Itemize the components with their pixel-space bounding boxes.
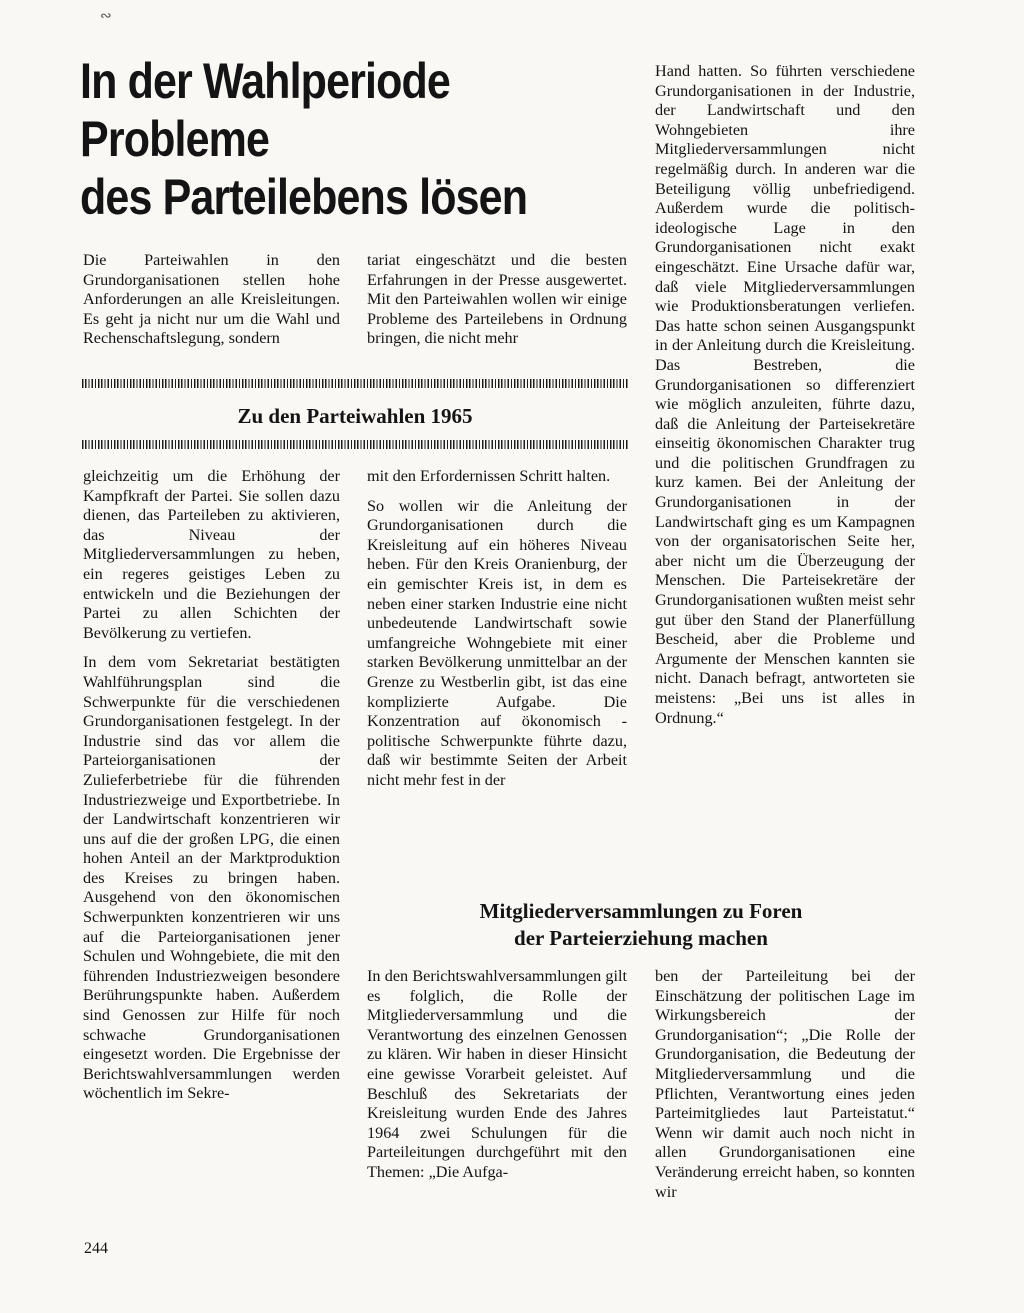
intro-column-2 — [367, 251, 627, 349]
section-heading-mitgliederversammlungen — [367, 898, 915, 952]
intro-column-1 — [83, 251, 340, 349]
headline-line-3: des Parteilebens lösen — [80, 169, 528, 225]
body-column-1 — [83, 467, 340, 1104]
col3-paragraph-1: Hand hatten. So führten verschiedene Grundorganisationen in der Industrie, der Landwirtschaft und den Wohngebieten ihre Mitgliederversammlungen nicht regelmäßig durch. In anderen war die Beteiligung völlig unbefriedigend. Außerdem wurde die politisch-ideologische Lage in den Grundorganisationen nicht exakt eingeschätzt. Eine Ursache dafür war, daß viele Mitgliederversammlungen wie Produktionsberatungen verliefen. Das hatte schon seinen Ausgangspunkt in der Anleitung durch die Kreisleitung. Das Bestreben, die Grundorganisationen so differenziert wie möglich anzuleiten, führte dazu, daß die Anleitung der Parteisekretäre einseitig ökonomischen Charakter trug und die politischen Grundfragen zu kurz kamen. Bei der Anleitung der Grundorganisationen in der Landwirtschaft ging es um Kampagnen von der organisatorischen Seite her, aber nicht um die Überzeugung der Menschen. Die Parteisekretäre der Grundorganisationen wußten meist sehr gut über den Stand der Planerfüllung Bescheid, aber die Probleme und Argumente der Menschen kannten sie nicht. Danach befragt, antworteten sie meistens: „Bei uns ist alles in Ordnung.“ — [655, 62, 915, 727]
margin-mark: ∾ — [100, 9, 112, 24]
bottom-paragraph-col2: In den Berichtswahlversammlungen gilt es folglich, die Rolle der Mitgliederversammlung und die Verantwortung des einzelnen Genossen zu klären. Wir haben in dieser Hinsicht eine gewisse Vorarbeit geleistet. Auf Beschluß des Sekretariats der Kreisleitung wurden Ende des Jahres 1964 zwei Schulungen für die Parteileitungen durchgeführt mit den Themen: „Die Aufga- — [367, 967, 627, 1181]
col2-paragraph-1: mit den Erfordernissen Schritt halten. — [367, 467, 611, 485]
col1-paragraph-2: In dem vom Sekretariat bestätigten Wahlführungsplan sind die Schwerpunkte für die verschiedenen Grundorganisationen festgelegt. In der Industrie sind das vor allem die Parteiorganisationen der Zulieferbetriebe für die führenden Industriezweige und Exportbetriebe. In der Landwirtschaft konzentrieren wir uns auf die der großen LPG, die einen hohen Anteil an der Marktproduktion des Kreises zu bringen haben. Ausgehend von den ökonomischen Schwerpunkten konzentrieren wir uns auf die Parteiorganisationen jener Schulen und Wohngebiete, die mit den führenden Industriezweigen besondere Berührungspunkte haben. Außerdem sind Genossen zur Hilfe für noch schwache Grundorganisationen eingesetzt worden. Die Ergebnisse der Berichtswahlversammlungen werden wöchentlich im Sekre- — [83, 653, 340, 1103]
divider-bottom — [82, 440, 628, 449]
divider-top — [82, 379, 628, 388]
section-heading-parteiwahlen: Zu den Parteiwahlen 1965 — [237, 404, 473, 428]
body-column-3 — [655, 62, 915, 728]
col1-paragraph-1: gleichzeitig um die Erhöhung der Kampfkraft der Partei. Sie sollen dazu dienen, das Parteileben zu aktivieren, das Niveau der Mitgliederversammlungen zu heben, ein regeres geistiges Leben zu entwickeln und die Beziehungen der Partei zu allen Schichten der Bevölkerung zu vertiefen. — [83, 467, 340, 642]
intro-paragraph-2: tariat eingeschätzt und die besten Erfahrungen in der Presse ausgewertet. Mit den Parteiwahlen wollen wir einige Probleme des Parteilebens in Ordnung bringen, die nicht mehr — [367, 251, 627, 348]
headline-line-1: In der Wahlperiode — [80, 53, 450, 109]
headline-line-2: Probleme — [80, 111, 270, 167]
bottom-column-3 — [655, 967, 915, 1202]
section-heading-line-1: Mitgliederversammlungen zu Foren — [479, 899, 803, 923]
bottom-paragraph-col3: ben der Parteileitung bei der Einschätzung der politischen Lage im Wirkungsbereich der Grundorganisation“; „Die Rolle der Grundorganisation, die Bedeutung der Mitgliederversammlung und die Pflichten, Verantwortung eines jeden Parteimitgliedes laut Parteistatut.“ Wenn wir damit auch noch nicht in allen Grundorganisationen eine Veränderung erreicht haben, so konnten wir — [655, 967, 915, 1201]
col2-paragraph-2: So wollen wir die Anleitung der Grundorganisationen durch die Kreisleitung auf ein höheres Niveau heben. Für den Kreis Oranienburg, der ein gemischter Kreis ist, in dem es neben einer starken Industrie eine nicht unbedeutende Landwirtschaft sowie umfangreiche Wohngebiete mit einer starken Bevölkerung unmittelbar an der Grenze zu Westberlin gibt, ist das eine komplizierte Aufgabe. Die Konzentration auf ökonomisch - politische Schwerpunkte führte dazu, daß wir bestimmte Seiten der Arbeit nicht mehr fest in der — [367, 496, 627, 789]
intro-paragraph-1: Die Parteiwahlen in den Grundorganisationen stellen hohe Anforderungen an alle Kreisleitungen. Es geht ja nicht nur um die Wahl und Rechenschaftslegung, sondern — [83, 251, 340, 348]
section-heading-line-2: der Parteierziehung machen — [514, 926, 768, 950]
bottom-column-2 — [367, 967, 627, 1183]
page-number: 244 — [84, 1240, 108, 1257]
body-column-2 — [367, 467, 627, 791]
headline — [80, 52, 544, 226]
